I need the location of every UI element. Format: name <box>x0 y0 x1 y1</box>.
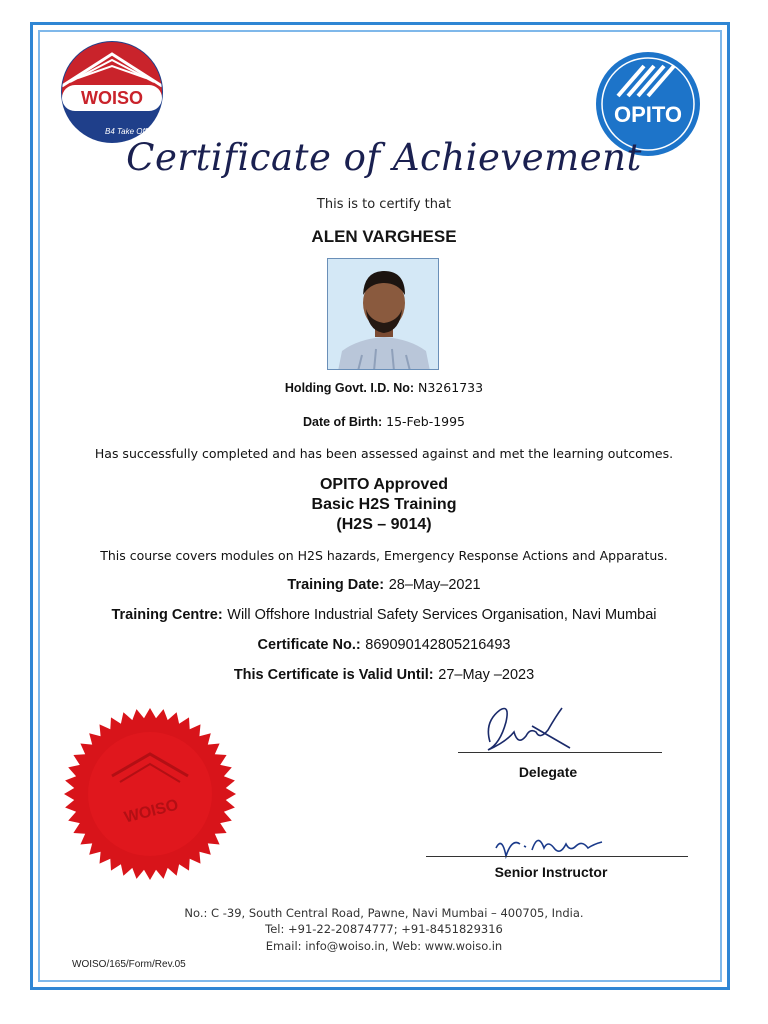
dob-value: 15-Feb-1995 <box>386 414 466 429</box>
course-block <box>0 475 768 535</box>
training-date-label: Training Date: <box>287 577 385 593</box>
delegate-label: Delegate <box>518 764 578 780</box>
certify-text: This is to certify that <box>316 197 452 212</box>
valid-until-value: 27–May –2023 <box>438 667 535 683</box>
course-line-1: OPITO Approved <box>319 476 448 493</box>
valid-until-label: This Certificate is Valid Until: <box>233 667 434 683</box>
holder-photo <box>327 258 439 370</box>
address-line-1: No.: C -39, South Central Road, Pawne, Navi Mumbai – 400705, India. <box>184 906 584 920</box>
course-description: This course covers modules on H2S hazards, Emergency Response Actions and Apparatus. <box>100 548 668 563</box>
training-centre-row <box>0 607 768 623</box>
woiso-logo-text: WOISO <box>81 88 143 108</box>
delegate-signature-line <box>458 752 662 753</box>
course-line-2: Basic H2S Training <box>311 496 457 513</box>
senior-instructor-label: Senior Instructor <box>494 864 608 880</box>
form-reference: WOISO/165/Form/Rev.05 <box>72 959 186 970</box>
govt-id-label: Holding Govt. I.D. No: <box>284 381 415 395</box>
address-phone: Tel: +91-22-20874777; +91-8451829316 <box>265 922 503 936</box>
course-line-3: (H2S – 9014) <box>336 516 432 533</box>
dob-label: Date of Birth: <box>302 415 383 429</box>
govt-id-row <box>0 380 768 395</box>
certificate-no-label: Certificate No.: <box>257 637 361 653</box>
training-centre-value: Will Offshore Industrial Safety Services Organisation, Navi Mumbai <box>227 607 657 623</box>
holder-name: ALEN VARGHESE <box>311 227 457 246</box>
red-seal-stamp <box>60 706 240 882</box>
seal-text: WOISO <box>122 796 181 827</box>
certificate-no-row <box>0 637 768 653</box>
govt-id-value: N3261733 <box>418 380 484 395</box>
dob-row <box>0 414 768 429</box>
instructor-signature-line <box>426 856 688 857</box>
certificate-title: Certificate of Achievement <box>126 136 642 179</box>
training-date-row <box>0 577 768 593</box>
opito-logo-text: OPITO <box>613 102 683 127</box>
address-email-web: Email: info@woiso.in, Web: www.woiso.in <box>265 939 503 953</box>
training-centre-label: Training Centre: <box>111 607 223 623</box>
training-date-value: 28–May–2021 <box>388 577 481 593</box>
valid-until-row <box>0 667 768 683</box>
woiso-logo <box>56 40 168 144</box>
completion-statement: Has successfully completed and has been assessed against and met the learning outcomes. <box>94 446 674 461</box>
certificate-no-value: 869090142805216493 <box>365 637 511 653</box>
woiso-logo-tagline: B4 Take Off <box>105 127 147 136</box>
